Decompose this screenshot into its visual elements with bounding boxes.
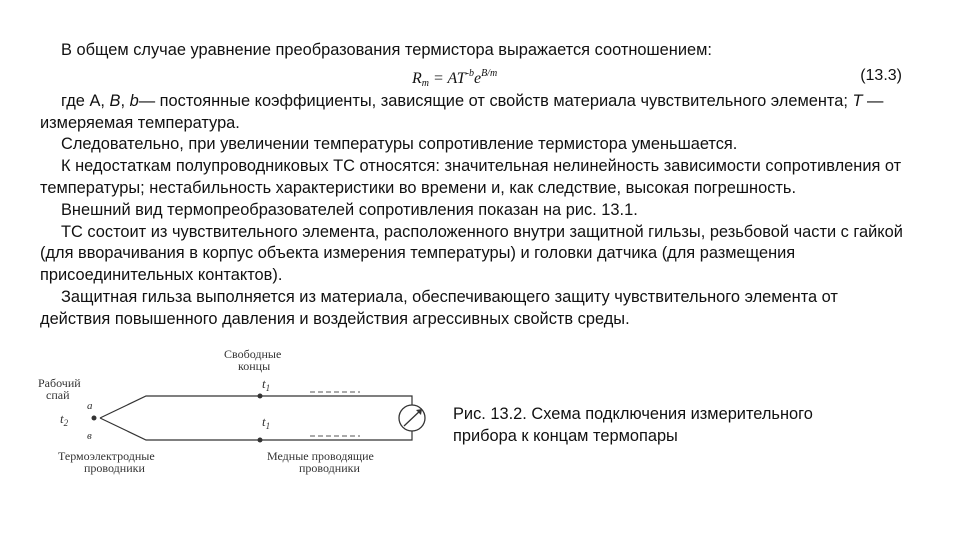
label-v: в	[87, 430, 92, 442]
thermocouple-diagram	[38, 346, 430, 476]
paragraph-conclusion: Следовательно, при увеличении температуры сопротивление термистора уменьшается.	[61, 135, 738, 154]
paragraph-drawbacks: К недостаткам полупроводниковых ТС относятся: значительная нелинейность зависимости сопротивления от температуры; нестабильность характеристики во времени и, как следствие, высокая погрешность.	[40, 157, 902, 197]
galvanometer-icon	[399, 405, 425, 431]
free-end-dot-top	[258, 394, 263, 399]
label-t2: $t_2$	[60, 411, 69, 428]
hot-junction-dot	[92, 416, 97, 421]
formula-line	[40, 62, 910, 91]
label-t1-bottom: $t_1$	[262, 414, 271, 431]
thermistor-equation: $R_m = AT^{-b}e^{B/m}$	[412, 67, 498, 89]
label-t1-top: $t_1$	[262, 376, 271, 393]
thermo-wire-bottom	[100, 418, 260, 440]
paragraph-structure: ТС состоит из чувствительного элемента, расположенного внутри защитной гильзы, резьбовой части с гайкой (для вворачивания в корпус объекта измерения температуры) и головки датчика (для размещения присоединительных контактов).	[40, 222, 903, 285]
label-hot-junction-2: спай	[46, 388, 70, 402]
caption-line-2: прибора к концам термопары	[453, 426, 678, 445]
label-thermo-wires-1: Термоэлектродные	[58, 449, 155, 463]
label-free-ends-1: Свободные	[224, 347, 282, 361]
article-body	[40, 40, 910, 331]
label-copper-wires-2: проводники	[299, 461, 360, 475]
caption-line-1: Рис. 13.2. Схема подключения измерительного	[453, 405, 813, 423]
thermocouple-diagram-svg	[38, 346, 430, 476]
figure-caption	[453, 404, 873, 448]
circuit-wires	[100, 396, 412, 440]
dashed-guides	[310, 392, 360, 436]
free-end-dot-bottom	[258, 438, 263, 443]
paragraph-sleeve: Защитная гильза выполняется из материала, обеспечивающего защиту чувствительного элемента от действия повышенного давления и воздействия агрессивных свойств среды.	[40, 287, 838, 328]
label-free-ends-2: концы	[238, 359, 271, 373]
equation-number: (13.3)	[860, 66, 902, 84]
label-hot-junction-1: Рабочий	[38, 376, 81, 390]
paragraph-intro: В общем случае уравнение преобразования термистора выражается соотношением:	[61, 41, 712, 59]
label-copper-wires-1: Медные проводящие	[267, 449, 374, 463]
label-a: а	[87, 400, 93, 412]
paragraph-definitions: где А, B, b— постоянные коэффициенты, зависящие от свойств материала чувствительного элемента; Т — измеряемая температура.	[40, 91, 884, 132]
paragraph-appearance: Внешний вид термопреобразователей сопротивления показан на рис. 13.1.	[61, 200, 638, 219]
copper-wire-top	[260, 396, 412, 405]
label-thermo-wires-2: проводники	[84, 461, 145, 475]
thermo-wire-top	[100, 396, 260, 418]
